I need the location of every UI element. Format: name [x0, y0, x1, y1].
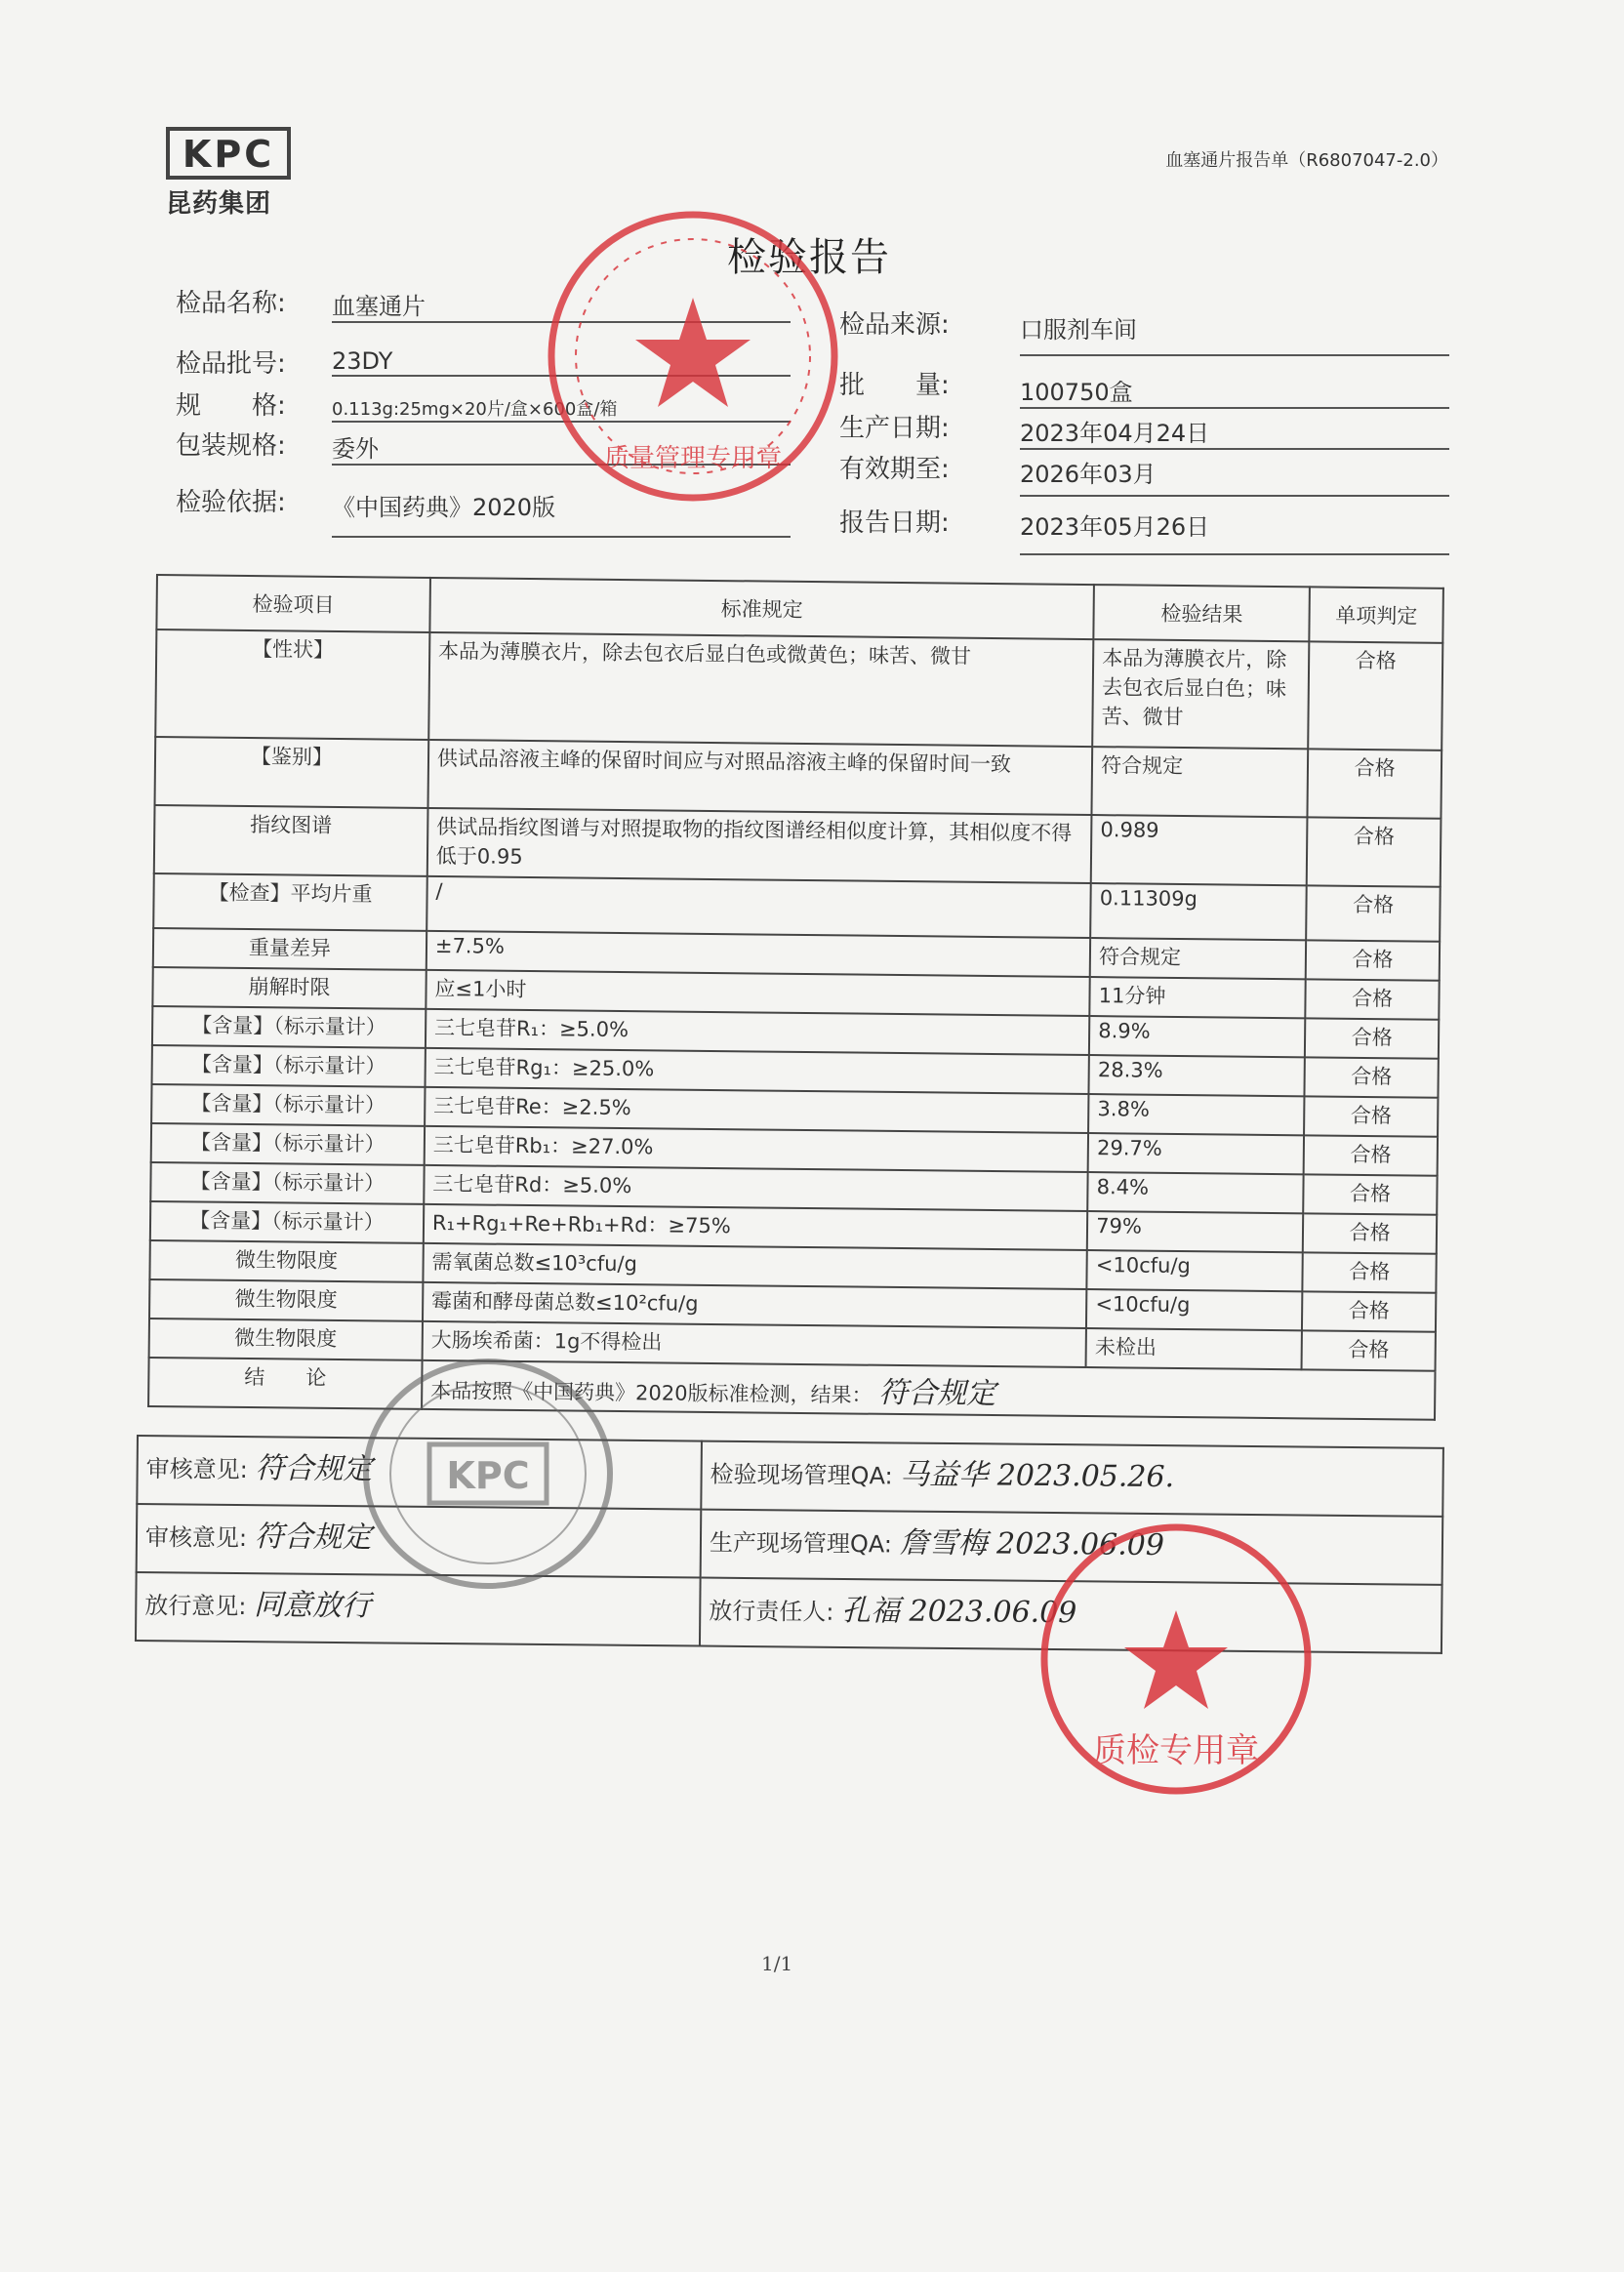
row-judgement: 合格: [1304, 1174, 1438, 1214]
row-judgement: 合格: [1308, 749, 1441, 818]
report-title: 检验报告: [727, 235, 891, 280]
release-person-label: 放行责任人:: [709, 1597, 834, 1626]
expiry-label: 有效期至:: [839, 455, 950, 484]
row-result: 本品为薄膜衣片，除去包衣后显白色；味苦、微甘: [1092, 639, 1309, 749]
expiry-value: 2026年03月: [1020, 455, 1449, 497]
row-standard: 三七皂苷Rb₁：≥27.0%: [425, 1126, 1089, 1172]
release-person-signature: 孔福 2023.06.09: [840, 1593, 1077, 1631]
batch-label: 检品批号:: [176, 349, 286, 379]
qa-site-signature: 马益华 2023.05.26.: [900, 1457, 1175, 1495]
spec-label: 规 格:: [176, 391, 286, 421]
row-item: 【含量】（标示量计）: [150, 1162, 424, 1204]
row-standard: 应≤1小时: [426, 970, 1090, 1016]
row-item: 【含量】（标示量计）: [152, 1045, 426, 1087]
row-item: 微生物限度: [149, 1240, 423, 1282]
row-standard: /: [426, 876, 1091, 938]
row-result: <10cfu/g: [1086, 1289, 1303, 1330]
seal2-logo: KPC: [446, 1454, 530, 1497]
seal3-star-icon: [1124, 1610, 1228, 1709]
quality-inspection-seal: [1035, 1518, 1318, 1801]
row-item: 重量差异: [153, 928, 426, 970]
conclusion-label: 结 论: [148, 1358, 422, 1409]
row-standard: 供试品指纹图谱与对照提取物的指纹图谱经相似度计算，其相似度不得低于0.95: [427, 808, 1092, 883]
qa-prod-signature: 詹雪梅 2023.06.09: [899, 1525, 1165, 1563]
row-result: 0.989: [1091, 815, 1308, 885]
inspection-seal: [356, 1352, 620, 1596]
row-item: 【含量】（标示量计）: [151, 1123, 425, 1165]
approval-row: [137, 1436, 1443, 1517]
row-judgement: 合格: [1309, 641, 1443, 750]
row-judgement: 合格: [1304, 1135, 1438, 1175]
row-standard: 三七皂苷R₁：≥5.0%: [426, 1009, 1090, 1055]
row-result: 11分钟: [1089, 977, 1306, 1018]
logo-mark: KPC: [166, 133, 291, 180]
row-judgement: 合格: [1307, 885, 1441, 941]
row-judgement: 合格: [1303, 1252, 1437, 1292]
conclusion-text: 本品按照《中国药典》2020版标准检测，结果：: [430, 1378, 873, 1407]
row-item: 【含量】（标示量计）: [152, 1006, 426, 1048]
release-signature: 同意放行: [253, 1588, 372, 1624]
basis-value: 《中国药典》2020版: [332, 488, 791, 538]
row-standard: ±7.5%: [426, 931, 1091, 977]
header-result: 检验结果: [1094, 585, 1311, 641]
qa-prod-label: 生产现场管理QA:: [709, 1528, 893, 1559]
production-date-label: 生产日期:: [839, 414, 950, 443]
review2-signature: 符合规定: [254, 1520, 372, 1556]
row-standard: 供试品溶液主峰的保留时间应与对照品溶液主峰的保留时间一致: [427, 740, 1092, 815]
logo-subtitle: 昆药集团: [166, 189, 272, 219]
row-standard: 三七皂苷Rd：≥5.0%: [424, 1165, 1088, 1211]
seal1-text: 质量管理专用章: [603, 444, 783, 473]
row-result: 未检出: [1086, 1328, 1303, 1369]
basis-label: 检验依据:: [176, 488, 286, 517]
row-result: 28.3%: [1089, 1055, 1306, 1096]
row-item: 微生物限度: [149, 1319, 423, 1360]
release-label: 放行意见:: [144, 1592, 247, 1621]
row-judgement: 合格: [1305, 1018, 1439, 1058]
row-standard: 三七皂苷Rg₁：≥25.0%: [425, 1048, 1089, 1094]
document-reference: 血塞通片报告单（R6807047-2.0）: [1165, 150, 1448, 171]
row-judgement: 合格: [1307, 817, 1441, 886]
pack-value: 委外: [332, 429, 791, 466]
row-standard: 三七皂苷Re：≥2.5%: [425, 1087, 1089, 1133]
header-judgement: 单项判定: [1310, 587, 1443, 642]
name-label: 检品名称:: [176, 289, 286, 318]
row-judgement: 合格: [1306, 979, 1440, 1019]
row-item: 【含量】（标示量计）: [150, 1201, 424, 1243]
row-item: 【性状】: [155, 629, 429, 740]
source-value: 口服剂车间: [1020, 310, 1449, 356]
row-item: 微生物限度: [149, 1279, 423, 1321]
row-item: 【检查】平均片重: [153, 873, 426, 931]
qa-site-label: 检验现场管理QA:: [710, 1460, 893, 1490]
review1-signature: 符合规定: [255, 1451, 373, 1487]
row-item: 指纹图谱: [154, 805, 428, 876]
row-item: 崩解时限: [152, 967, 426, 1009]
inspection-table: [147, 574, 1444, 1421]
row-judgement: 合格: [1305, 1057, 1439, 1097]
row-judgement: 合格: [1302, 1291, 1436, 1331]
qty-value: 100750盒: [1020, 373, 1449, 409]
row-result: 8.9%: [1089, 1016, 1306, 1057]
pack-label: 包装规格:: [176, 431, 286, 461]
row-result: 3.8%: [1088, 1094, 1305, 1135]
table-row: [155, 629, 1442, 751]
row-result: 0.11309g: [1090, 883, 1307, 940]
company-logo: [166, 127, 303, 220]
row-standard: 大肠埃希菌：1g不得检出: [422, 1321, 1086, 1367]
row-judgement: 合格: [1306, 940, 1440, 980]
row-standard: 霉菌和酵母菌总数≤10²cfu/g: [423, 1282, 1087, 1328]
row-standard: 本品为薄膜衣片，除去包衣后显白色或微黄色；味苦、微甘: [428, 632, 1093, 747]
qty-label: 批 量:: [839, 371, 950, 400]
qa-site-cell: [701, 1441, 1443, 1517]
report-date-label: 报告日期:: [839, 508, 950, 538]
report-date-value: 2023年05月26日: [1020, 507, 1449, 555]
production-date-value: 2023年04月24日: [1020, 414, 1449, 450]
name-value: 血塞通片: [332, 287, 791, 323]
row-item: 【含量】（标示量计）: [151, 1084, 425, 1126]
row-result: 29.7%: [1088, 1133, 1305, 1174]
seal-star-icon: [635, 298, 751, 407]
header-item: 检验项目: [156, 575, 429, 632]
row-standard: R₁+Rg₁+Re+Rb₁+Rd：≥75%: [424, 1204, 1088, 1250]
row-result: 符合规定: [1090, 938, 1307, 979]
row-result: 79%: [1087, 1211, 1304, 1252]
row-result: 符合规定: [1092, 747, 1309, 817]
row-judgement: 合格: [1302, 1330, 1436, 1370]
row-result: 8.4%: [1087, 1172, 1304, 1213]
seal3-text: 质检专用章: [1093, 1731, 1259, 1770]
spec-value: 0.113g:25mg×20片/盒×600盒/箱: [332, 395, 791, 423]
review2-label: 审核意见:: [144, 1523, 248, 1553]
review1-label: 审核意见:: [145, 1455, 248, 1484]
batch-value: 23DY: [332, 347, 791, 377]
page-number: 1/1: [761, 1952, 793, 1975]
source-label: 检品来源:: [839, 310, 950, 340]
row-item: 【鉴别】: [155, 737, 429, 808]
row-judgement: 合格: [1304, 1096, 1438, 1136]
conclusion-signature: 符合规定: [878, 1375, 996, 1412]
row-judgement: 合格: [1303, 1213, 1437, 1253]
row-result: <10cfu/g: [1087, 1250, 1304, 1291]
header-standard: 标准规定: [429, 578, 1094, 639]
row-standard: 需氧菌总数≤10³cfu/g: [423, 1243, 1087, 1289]
quality-management-seal: [542, 205, 844, 507]
